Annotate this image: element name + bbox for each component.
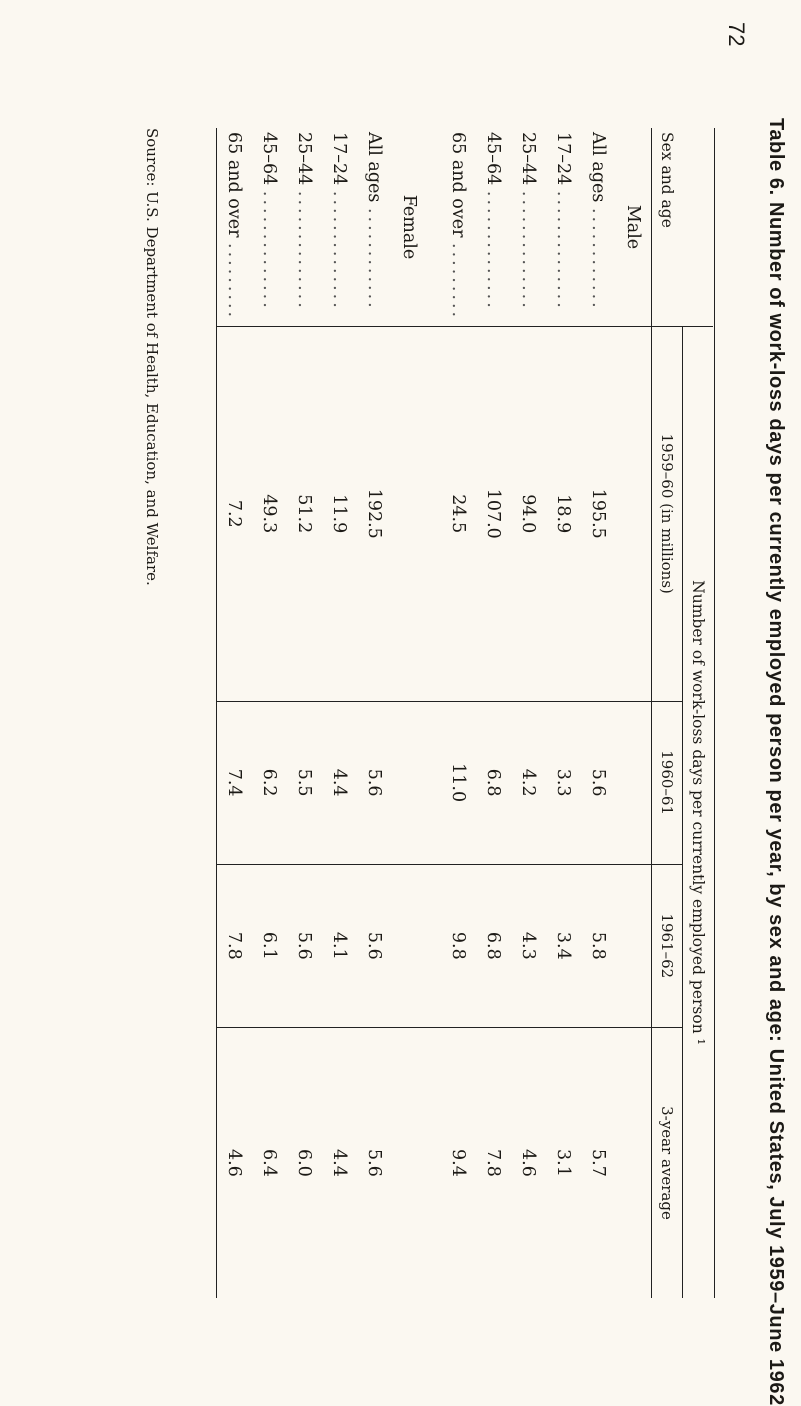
cell: 4.6 [217, 1027, 253, 1298]
page-number: 72 [724, 22, 749, 47]
col-header-1961-62: 1961–62 [652, 864, 683, 1027]
cell: 4.2 [511, 701, 546, 864]
row-label: All ages ............ [588, 132, 609, 311]
table-title [763, 118, 789, 1406]
cell: 18.9 [546, 327, 581, 702]
cell: 6.1 [252, 864, 287, 1027]
cell: 6.8 [476, 864, 511, 1027]
cell: 4.3 [511, 864, 546, 1027]
table-row [252, 128, 287, 1298]
cell: 4.6 [511, 1027, 546, 1298]
col-header-sex-age [652, 128, 714, 327]
row-label: 65 and over ......... [448, 132, 469, 321]
cell: 4.4 [322, 1027, 357, 1298]
row-label: 17–24 .............. [553, 132, 574, 311]
cell: 94.0 [511, 327, 546, 702]
cell: 3.1 [546, 1027, 581, 1298]
table-row [322, 128, 357, 1298]
col-header-3yr-avg: 3-year average [652, 1027, 683, 1298]
col-header-1960-61: 1960–61 [652, 701, 683, 864]
cell: 5.6 [357, 701, 392, 864]
header-group-row [683, 128, 714, 1298]
cell: 6.2 [252, 701, 287, 864]
cell: 3.3 [546, 701, 581, 864]
row-label: 17–24 .............. [329, 132, 350, 311]
cell: 51.2 [287, 327, 322, 702]
cell: 7.4 [217, 701, 253, 864]
row-label: 25–44 .............. [294, 132, 315, 311]
cell: 11.9 [322, 327, 357, 702]
section-heading-row [392, 128, 427, 1298]
cell: 3.4 [546, 864, 581, 1027]
cell: 49.3 [252, 327, 287, 702]
cell: 9.4 [441, 1027, 476, 1298]
cell: 7.8 [217, 864, 253, 1027]
table-row [546, 128, 581, 1298]
table-row [476, 128, 511, 1298]
table-row [217, 128, 253, 1298]
table-top-rule [714, 128, 715, 1298]
cell: 4.4 [322, 701, 357, 864]
row-label: All ages ............ [364, 132, 385, 311]
table-row [511, 128, 546, 1298]
cell: 5.6 [581, 701, 616, 864]
cell: 192.5 [357, 327, 392, 702]
cell: 5.8 [581, 864, 616, 1027]
col-group-header-text: Number of work-loss days per currently employed person ¹ [689, 580, 707, 1045]
table-row [357, 128, 392, 1298]
cell: 5.7 [581, 1027, 616, 1298]
cell: 6.0 [287, 1027, 322, 1298]
cell: 5.5 [287, 701, 322, 864]
col-header-sex-age-text: Sex and age [658, 132, 676, 228]
work-loss-table [216, 128, 713, 1298]
row-label: 45–64 .............. [483, 132, 504, 311]
table-row [441, 128, 476, 1298]
cell: 195.5 [581, 327, 616, 702]
table-row [287, 128, 322, 1298]
cell: 6.4 [252, 1027, 287, 1298]
table-title-text: Table 6. Number of work-loss days per currently employed person per year, by sex and age: United States, July 1959–June 1962 [765, 118, 787, 1406]
cell: 9.8 [441, 864, 476, 1027]
cell: 6.8 [476, 701, 511, 864]
section-heading-male: Male [623, 204, 644, 250]
cell: 5.6 [357, 864, 392, 1027]
table-row [581, 128, 616, 1298]
cell: 4.1 [322, 864, 357, 1027]
cell: 107.0 [476, 327, 511, 702]
section-heading-female: Female [399, 194, 420, 260]
cell: 11.0 [441, 701, 476, 864]
cell: 5.6 [357, 1027, 392, 1298]
row-label: 65 and over ......... [217, 128, 253, 327]
col-header-1959-60: 1959–60 (in millions) [652, 327, 683, 702]
col-group-header [683, 327, 714, 1299]
cell: 5.6 [287, 864, 322, 1027]
cell: 7.2 [217, 327, 253, 702]
cell: 24.5 [441, 327, 476, 702]
section-heading-row [616, 128, 652, 1298]
row-label: 45–64 .............. [259, 132, 280, 311]
footnote: Source: U.S. Department of Health, Education, and Welfare. [143, 128, 161, 586]
cell: 7.8 [476, 1027, 511, 1298]
row-label: 25–44 .............. [518, 132, 539, 311]
